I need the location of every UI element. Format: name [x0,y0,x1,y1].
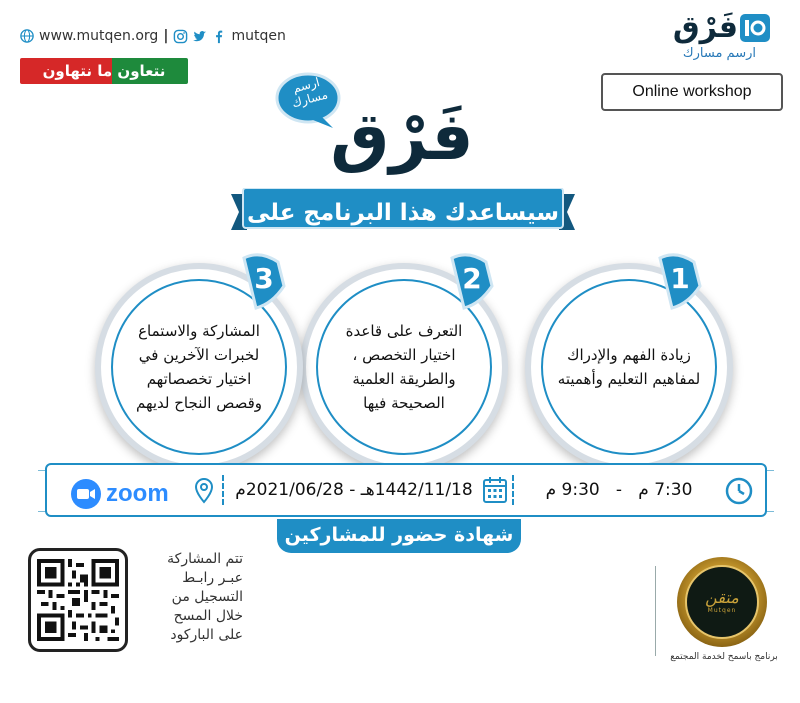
social-handle[interactable]: mutqen [231,28,286,44]
website-url[interactable]: www.mutqen.org [39,28,159,44]
benefit-text-2: التعرف على قاعدة اختيار التخصص ، والطريقة العلمية الصحيحة فيها [316,279,492,455]
globe-icon [20,29,34,43]
sponsor-caption: برنامج باسمح لخدمة المجتمع [670,652,778,662]
facebook-icon[interactable] [211,29,226,44]
instagram-icon[interactable] [173,29,188,44]
benefit-text-1: زيادة الفهم والإدراك لمفاهيم التعليم وأهميته [541,279,717,455]
clock-icon [725,477,753,505]
zoom-icon [70,478,102,510]
zoom-logo [70,478,169,510]
sponsor-seal-text: متقن [705,588,739,607]
benefit-number-2: 2 [462,262,482,295]
brand-logo-subtitle: ارسم مسارك [682,46,756,61]
twitter-icon[interactable] [192,29,207,44]
sponsor-divider [655,566,656,656]
calendar-icon [482,476,508,504]
location-pin-icon [193,478,215,504]
info-divider-1 [222,475,224,505]
benefit-text-3: المشاركة والاستماع لخبرات الآخرين في اختيار تخصصاتهم وقصص النجاح لديهم [111,279,287,455]
event-time: 7:30 م - 9:30 م [545,480,693,500]
header-contact [20,28,286,44]
registration-line: عبـر رابـط [182,570,243,586]
workshop-badge: Online workshop [601,73,783,111]
registration-line: خلال المسح [173,608,243,624]
registration-line: تتم المشاركة [167,551,243,567]
info-divider-2 [512,475,514,505]
benefit-number-3: 3 [254,262,274,295]
event-date: 1442/11/18هـ - 2021/06/28م [235,480,473,500]
social-icons [173,29,226,44]
banner-text: سيساعدك هذا البرنامج على [247,200,559,226]
registration-line: على الباركود [170,627,243,643]
slogan-text: نتعاون ما نتهاون [42,62,166,80]
zoom-text: zoom [106,480,169,507]
sponsor-seal-subtext: Mutqen [707,607,737,614]
separator: | [163,28,169,44]
certificate-label: شهادة حضور للمشاركين [277,519,521,553]
registration-instructions [135,550,243,645]
benefit-number-1: 1 [670,262,690,295]
hero-title: فَرْق [330,98,474,175]
qr-code[interactable] [37,558,119,642]
registration-line: التسجيل من [171,589,243,605]
brand-logo-icon [740,14,770,42]
hero-bubble-text: ارسم مسارك [290,74,330,111]
brand-logo-text: فَرْق [672,10,738,45]
